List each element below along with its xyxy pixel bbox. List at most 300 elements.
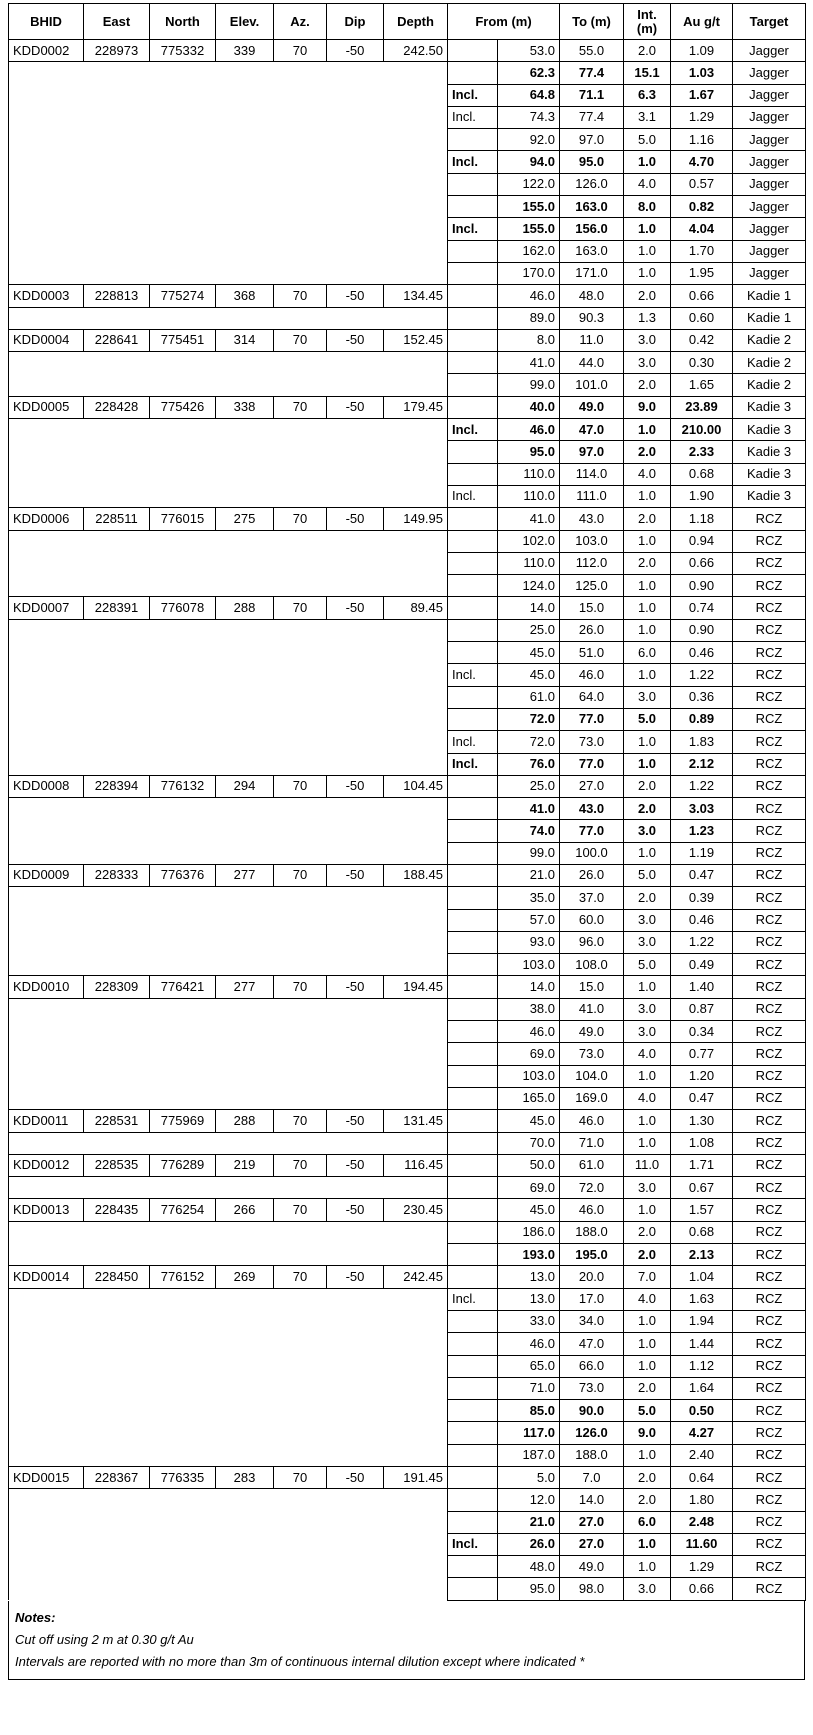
- cell-north: 776335: [150, 1467, 216, 1489]
- cell-north: 776015: [150, 508, 216, 530]
- cell-au: 1.90: [671, 485, 733, 507]
- notes-line: Intervals are reported with no more than 3m of continuous internal dilution except where indicated *: [15, 1653, 585, 1669]
- cell-to: 126.0: [560, 173, 624, 195]
- cell-east: 228394: [84, 775, 150, 797]
- cell-to: 103.0: [560, 530, 624, 552]
- cell-from: 70.0: [498, 1132, 560, 1154]
- cell-dip: -50: [327, 976, 384, 998]
- cell-target: RCZ: [733, 1065, 806, 1087]
- cell-to: 100.0: [560, 842, 624, 864]
- table-row: [9, 1511, 806, 1533]
- cell-az: 70: [274, 1266, 327, 1288]
- cell-dip: -50: [327, 597, 384, 619]
- cell-int: 4.0: [624, 173, 671, 195]
- cell-to: 15.0: [560, 597, 624, 619]
- cell-incl: [448, 1422, 498, 1444]
- cell-to: 98.0: [560, 1578, 624, 1600]
- cell-int: 8.0: [624, 196, 671, 218]
- table-row: [9, 1377, 806, 1399]
- table-row: [9, 820, 806, 842]
- cell-target: RCZ: [733, 1177, 806, 1199]
- cell-int: 1.0: [624, 664, 671, 686]
- cell-incl: [448, 396, 498, 418]
- cell-target: RCZ: [733, 1355, 806, 1377]
- cell-east: 228333: [84, 864, 150, 886]
- cell-target: RCZ: [733, 820, 806, 842]
- cell-east: 228535: [84, 1154, 150, 1176]
- cell-au: 4.70: [671, 151, 733, 173]
- cell-to: 77.0: [560, 820, 624, 842]
- cell-to: 27.0: [560, 775, 624, 797]
- cell-int: 4.0: [624, 1043, 671, 1065]
- cell-au: 1.18: [671, 508, 733, 530]
- cell-incl: [448, 1087, 498, 1109]
- cell-int: 2.0: [624, 1244, 671, 1266]
- cell-int: 4.0: [624, 463, 671, 485]
- table-row: [9, 463, 806, 485]
- cell-incl: Incl.: [448, 664, 498, 686]
- cell-au: 1.19: [671, 842, 733, 864]
- cell-from: 13.0: [498, 1266, 560, 1288]
- cell-to: 95.0: [560, 151, 624, 173]
- cell-int: 5.0: [624, 129, 671, 151]
- cell-to: 169.0: [560, 1087, 624, 1109]
- cell-depth: 194.45: [384, 976, 448, 998]
- cell-au: 1.44: [671, 1333, 733, 1355]
- cell-empty-collar: [9, 374, 448, 396]
- cell-target: Jagger: [733, 262, 806, 284]
- cell-from: 69.0: [498, 1043, 560, 1065]
- cell-int: 2.0: [624, 775, 671, 797]
- cell-from: 99.0: [498, 374, 560, 396]
- cell-from: 72.0: [498, 708, 560, 730]
- cell-from: 41.0: [498, 352, 560, 374]
- cell-au: 0.50: [671, 1400, 733, 1422]
- cell-au: 1.63: [671, 1288, 733, 1310]
- cell-au: 0.30: [671, 352, 733, 374]
- cell-int: 3.0: [624, 329, 671, 351]
- cell-au: 0.77: [671, 1043, 733, 1065]
- cell-int: 1.0: [624, 976, 671, 998]
- cell-to: 44.0: [560, 352, 624, 374]
- cell-au: 1.22: [671, 664, 733, 686]
- cell-to: 112.0: [560, 552, 624, 574]
- cell-empty-collar: [9, 1377, 448, 1399]
- cell-north: 776376: [150, 864, 216, 886]
- cell-to: 11.0: [560, 329, 624, 351]
- cell-to: 111.0: [560, 485, 624, 507]
- cell-int: 1.0: [624, 731, 671, 753]
- cell-from: 14.0: [498, 976, 560, 998]
- cell-int: 15.1: [624, 62, 671, 84]
- cell-from: 38.0: [498, 998, 560, 1020]
- cell-empty-collar: [9, 708, 448, 730]
- table-row: [9, 1087, 806, 1109]
- table-row-collar: [9, 976, 806, 998]
- cell-int: 1.0: [624, 597, 671, 619]
- cell-incl: [448, 619, 498, 641]
- cell-incl: [448, 62, 498, 84]
- cell-dip: -50: [327, 1110, 384, 1132]
- cell-int: 11.0: [624, 1154, 671, 1176]
- cell-int: 2.0: [624, 1467, 671, 1489]
- cell-to: 60.0: [560, 909, 624, 931]
- table-row-collar: [9, 1467, 806, 1489]
- table-row: [9, 1310, 806, 1332]
- cell-north: 775274: [150, 285, 216, 307]
- table-row: [9, 664, 806, 686]
- cell-from: 50.0: [498, 1154, 560, 1176]
- cell-target: RCZ: [733, 731, 806, 753]
- cell-incl: [448, 775, 498, 797]
- cell-incl: [448, 1199, 498, 1221]
- cell-int: 2.0: [624, 374, 671, 396]
- cell-empty-collar: [9, 173, 448, 195]
- cell-dip: -50: [327, 1467, 384, 1489]
- cell-au: 4.27: [671, 1422, 733, 1444]
- cell-to: 27.0: [560, 1533, 624, 1555]
- cell-au: 1.65: [671, 374, 733, 396]
- cell-empty-collar: [9, 1043, 448, 1065]
- cell-int: 2.0: [624, 1221, 671, 1243]
- cell-dip: -50: [327, 1199, 384, 1221]
- cell-to: 14.0: [560, 1489, 624, 1511]
- header-north: North: [150, 4, 216, 40]
- cell-empty-collar: [9, 307, 448, 329]
- cell-au: 11.60: [671, 1533, 733, 1555]
- cell-int: 1.0: [624, 419, 671, 441]
- cell-int: 9.0: [624, 1422, 671, 1444]
- cell-int: 1.0: [624, 1199, 671, 1221]
- table-row: [9, 1065, 806, 1087]
- cell-int: 3.0: [624, 1177, 671, 1199]
- header-au: Au g/t: [671, 4, 733, 40]
- cell-north: 775426: [150, 396, 216, 418]
- cell-to: 47.0: [560, 419, 624, 441]
- table-header-row: [9, 4, 806, 40]
- cell-int: 3.0: [624, 820, 671, 842]
- cell-incl: [448, 1355, 498, 1377]
- cell-empty-collar: [9, 686, 448, 708]
- cell-from: 110.0: [498, 463, 560, 485]
- cell-target: Kadie 3: [733, 485, 806, 507]
- cell-dip: -50: [327, 864, 384, 886]
- cell-au: 210.00: [671, 419, 733, 441]
- cell-incl: [448, 931, 498, 953]
- cell-target: RCZ: [733, 1087, 806, 1109]
- table-row: [9, 240, 806, 262]
- cell-int: 4.0: [624, 1087, 671, 1109]
- cell-empty-collar: [9, 1065, 448, 1087]
- cell-az: 70: [274, 1199, 327, 1221]
- cell-to: 49.0: [560, 1021, 624, 1043]
- cell-from: 99.0: [498, 842, 560, 864]
- cell-au: 1.22: [671, 775, 733, 797]
- cell-from: 45.0: [498, 1199, 560, 1221]
- cell-to: 27.0: [560, 1511, 624, 1533]
- cell-au: 1.40: [671, 976, 733, 998]
- cell-int: 1.0: [624, 262, 671, 284]
- table-row: [9, 151, 806, 173]
- cell-from: 35.0: [498, 887, 560, 909]
- cell-int: 1.0: [624, 218, 671, 240]
- cell-dip: -50: [327, 775, 384, 797]
- cell-north: 776254: [150, 1199, 216, 1221]
- cell-int: 5.0: [624, 1400, 671, 1422]
- cell-to: 48.0: [560, 285, 624, 307]
- cell-target: RCZ: [733, 887, 806, 909]
- cell-from: 89.0: [498, 307, 560, 329]
- table-row: [9, 173, 806, 195]
- cell-int: 3.0: [624, 931, 671, 953]
- cell-target: Kadie 2: [733, 329, 806, 351]
- table-row-collar: [9, 864, 806, 886]
- cell-from: 95.0: [498, 441, 560, 463]
- cell-from: 25.0: [498, 619, 560, 641]
- cell-from: 94.0: [498, 151, 560, 173]
- cell-incl: [448, 1578, 498, 1600]
- cell-empty-collar: [9, 129, 448, 151]
- cell-incl: [448, 1154, 498, 1176]
- cell-depth: 131.45: [384, 1110, 448, 1132]
- cell-depth: 191.45: [384, 1467, 448, 1489]
- cell-int: 1.0: [624, 485, 671, 507]
- cell-au: 1.29: [671, 106, 733, 128]
- cell-int: 1.0: [624, 240, 671, 262]
- cell-incl: [448, 842, 498, 864]
- cell-int: 3.0: [624, 1021, 671, 1043]
- cell-from: 8.0: [498, 329, 560, 351]
- cell-to: 46.0: [560, 1199, 624, 1221]
- cell-to: 101.0: [560, 374, 624, 396]
- cell-az: 70: [274, 508, 327, 530]
- cell-to: 156.0: [560, 218, 624, 240]
- cell-az: 70: [274, 1154, 327, 1176]
- cell-au: 0.68: [671, 463, 733, 485]
- cell-from: 41.0: [498, 508, 560, 530]
- cell-au: 0.49: [671, 954, 733, 976]
- cell-empty-collar: [9, 753, 448, 775]
- cell-incl: [448, 262, 498, 284]
- cell-target: RCZ: [733, 1578, 806, 1600]
- cell-east: 228641: [84, 329, 150, 351]
- table-row: [9, 1244, 806, 1266]
- cell-target: RCZ: [733, 1333, 806, 1355]
- cell-to: 77.0: [560, 753, 624, 775]
- cell-north: 776421: [150, 976, 216, 998]
- cell-north: 776078: [150, 597, 216, 619]
- table-row-collar: [9, 396, 806, 418]
- table-row: [9, 441, 806, 463]
- cell-au: 0.60: [671, 307, 733, 329]
- header-az: Az.: [274, 4, 327, 40]
- cell-empty-collar: [9, 1087, 448, 1109]
- cell-au: 2.13: [671, 1244, 733, 1266]
- cell-au: 1.12: [671, 1355, 733, 1377]
- cell-to: 77.4: [560, 62, 624, 84]
- cell-dip: -50: [327, 1266, 384, 1288]
- cell-bhid: KDD0012: [9, 1154, 84, 1176]
- cell-int: 9.0: [624, 396, 671, 418]
- cell-target: RCZ: [733, 1221, 806, 1243]
- cell-int: 6.0: [624, 642, 671, 664]
- table-row-collar: [9, 40, 806, 62]
- cell-incl: [448, 1467, 498, 1489]
- table-row: [9, 1578, 806, 1600]
- cell-au: 1.04: [671, 1266, 733, 1288]
- cell-from: 193.0: [498, 1244, 560, 1266]
- table-row-collar: [9, 508, 806, 530]
- cell-empty-collar: [9, 1333, 448, 1355]
- table-row: [9, 1400, 806, 1422]
- header-target: Target: [733, 4, 806, 40]
- table-row: [9, 419, 806, 441]
- cell-target: RCZ: [733, 1489, 806, 1511]
- cell-target: RCZ: [733, 1266, 806, 1288]
- cell-dip: -50: [327, 508, 384, 530]
- cell-incl: [448, 1377, 498, 1399]
- cell-az: 70: [274, 329, 327, 351]
- notes-block: [8, 1601, 805, 1680]
- cell-bhid: KDD0009: [9, 864, 84, 886]
- cell-from: 122.0: [498, 173, 560, 195]
- table-row: [9, 731, 806, 753]
- cell-empty-collar: [9, 1489, 448, 1511]
- cell-au: 1.64: [671, 1377, 733, 1399]
- header-to: To (m): [560, 4, 624, 40]
- cell-target: RCZ: [733, 954, 806, 976]
- cell-int: 7.0: [624, 1266, 671, 1288]
- cell-east: 228450: [84, 1266, 150, 1288]
- cell-from: 76.0: [498, 753, 560, 775]
- cell-au: 1.20: [671, 1065, 733, 1087]
- cell-empty-collar: [9, 1422, 448, 1444]
- cell-incl: [448, 1556, 498, 1578]
- cell-empty-collar: [9, 954, 448, 976]
- cell-north: 776152: [150, 1266, 216, 1288]
- cell-int: 5.0: [624, 954, 671, 976]
- cell-bhid: KDD0014: [9, 1266, 84, 1288]
- cell-east: 228435: [84, 1199, 150, 1221]
- cell-int: 2.0: [624, 1489, 671, 1511]
- table-row: [9, 106, 806, 128]
- cell-au: 1.83: [671, 731, 733, 753]
- cell-target: Jagger: [733, 129, 806, 151]
- cell-au: 0.66: [671, 285, 733, 307]
- cell-int: 2.0: [624, 798, 671, 820]
- table-row: [9, 1288, 806, 1310]
- cell-target: Jagger: [733, 62, 806, 84]
- cell-au: 0.94: [671, 530, 733, 552]
- table-row: [9, 374, 806, 396]
- header-bhid: BHID: [9, 4, 84, 40]
- cell-incl: [448, 1244, 498, 1266]
- cell-empty-collar: [9, 1244, 448, 1266]
- table-row: [9, 909, 806, 931]
- header-int: Int. (m): [624, 4, 671, 40]
- cell-from: 57.0: [498, 909, 560, 931]
- cell-incl: Incl.: [448, 84, 498, 106]
- cell-empty-collar: [9, 463, 448, 485]
- cell-to: 195.0: [560, 1244, 624, 1266]
- cell-depth: 104.45: [384, 775, 448, 797]
- cell-au: 1.80: [671, 1489, 733, 1511]
- cell-incl: [448, 998, 498, 1020]
- cell-from: 46.0: [498, 419, 560, 441]
- cell-dip: -50: [327, 285, 384, 307]
- cell-to: 61.0: [560, 1154, 624, 1176]
- cell-east: 228531: [84, 1110, 150, 1132]
- table-row-collar: [9, 775, 806, 797]
- cell-au: 1.08: [671, 1132, 733, 1154]
- table-row: [9, 575, 806, 597]
- cell-target: Jagger: [733, 84, 806, 106]
- cell-au: 2.33: [671, 441, 733, 463]
- cell-to: 163.0: [560, 240, 624, 262]
- drill-results-table: [8, 3, 806, 1601]
- cell-incl: [448, 642, 498, 664]
- cell-incl: [448, 954, 498, 976]
- cell-target: RCZ: [733, 931, 806, 953]
- cell-empty-collar: [9, 798, 448, 820]
- cell-north: 775332: [150, 40, 216, 62]
- cell-int: 2.0: [624, 887, 671, 909]
- table-row: [9, 887, 806, 909]
- cell-int: 1.0: [624, 1355, 671, 1377]
- cell-to: 26.0: [560, 619, 624, 641]
- cell-incl: [448, 1110, 498, 1132]
- cell-au: 2.48: [671, 1511, 733, 1533]
- cell-elev: 288: [216, 1110, 274, 1132]
- cell-to: 108.0: [560, 954, 624, 976]
- cell-from: 46.0: [498, 1333, 560, 1355]
- cell-au: 0.74: [671, 597, 733, 619]
- cell-empty-collar: [9, 1533, 448, 1555]
- cell-to: 97.0: [560, 441, 624, 463]
- table-row: [9, 619, 806, 641]
- cell-from: 93.0: [498, 931, 560, 953]
- cell-bhid: KDD0015: [9, 1467, 84, 1489]
- table-row: [9, 307, 806, 329]
- cell-from: 65.0: [498, 1355, 560, 1377]
- cell-from: 85.0: [498, 1400, 560, 1422]
- cell-incl: [448, 976, 498, 998]
- cell-from: 103.0: [498, 1065, 560, 1087]
- cell-east: 228367: [84, 1467, 150, 1489]
- cell-incl: Incl.: [448, 1288, 498, 1310]
- header-east: East: [84, 4, 150, 40]
- cell-au: 0.90: [671, 575, 733, 597]
- cell-empty-collar: [9, 1221, 448, 1243]
- cell-depth: 134.45: [384, 285, 448, 307]
- cell-az: 70: [274, 775, 327, 797]
- cell-int: 1.0: [624, 1310, 671, 1332]
- cell-dip: -50: [327, 396, 384, 418]
- cell-to: 41.0: [560, 998, 624, 1020]
- cell-depth: 149.95: [384, 508, 448, 530]
- cell-incl: [448, 1489, 498, 1511]
- cell-incl: [448, 374, 498, 396]
- cell-to: 126.0: [560, 1422, 624, 1444]
- cell-au: 2.40: [671, 1444, 733, 1466]
- table-row-collar: [9, 329, 806, 351]
- cell-from: 71.0: [498, 1377, 560, 1399]
- cell-int: 6.3: [624, 84, 671, 106]
- cell-incl: Incl.: [448, 419, 498, 441]
- table-row-collar: [9, 1266, 806, 1288]
- cell-au: 0.42: [671, 329, 733, 351]
- cell-target: Jagger: [733, 240, 806, 262]
